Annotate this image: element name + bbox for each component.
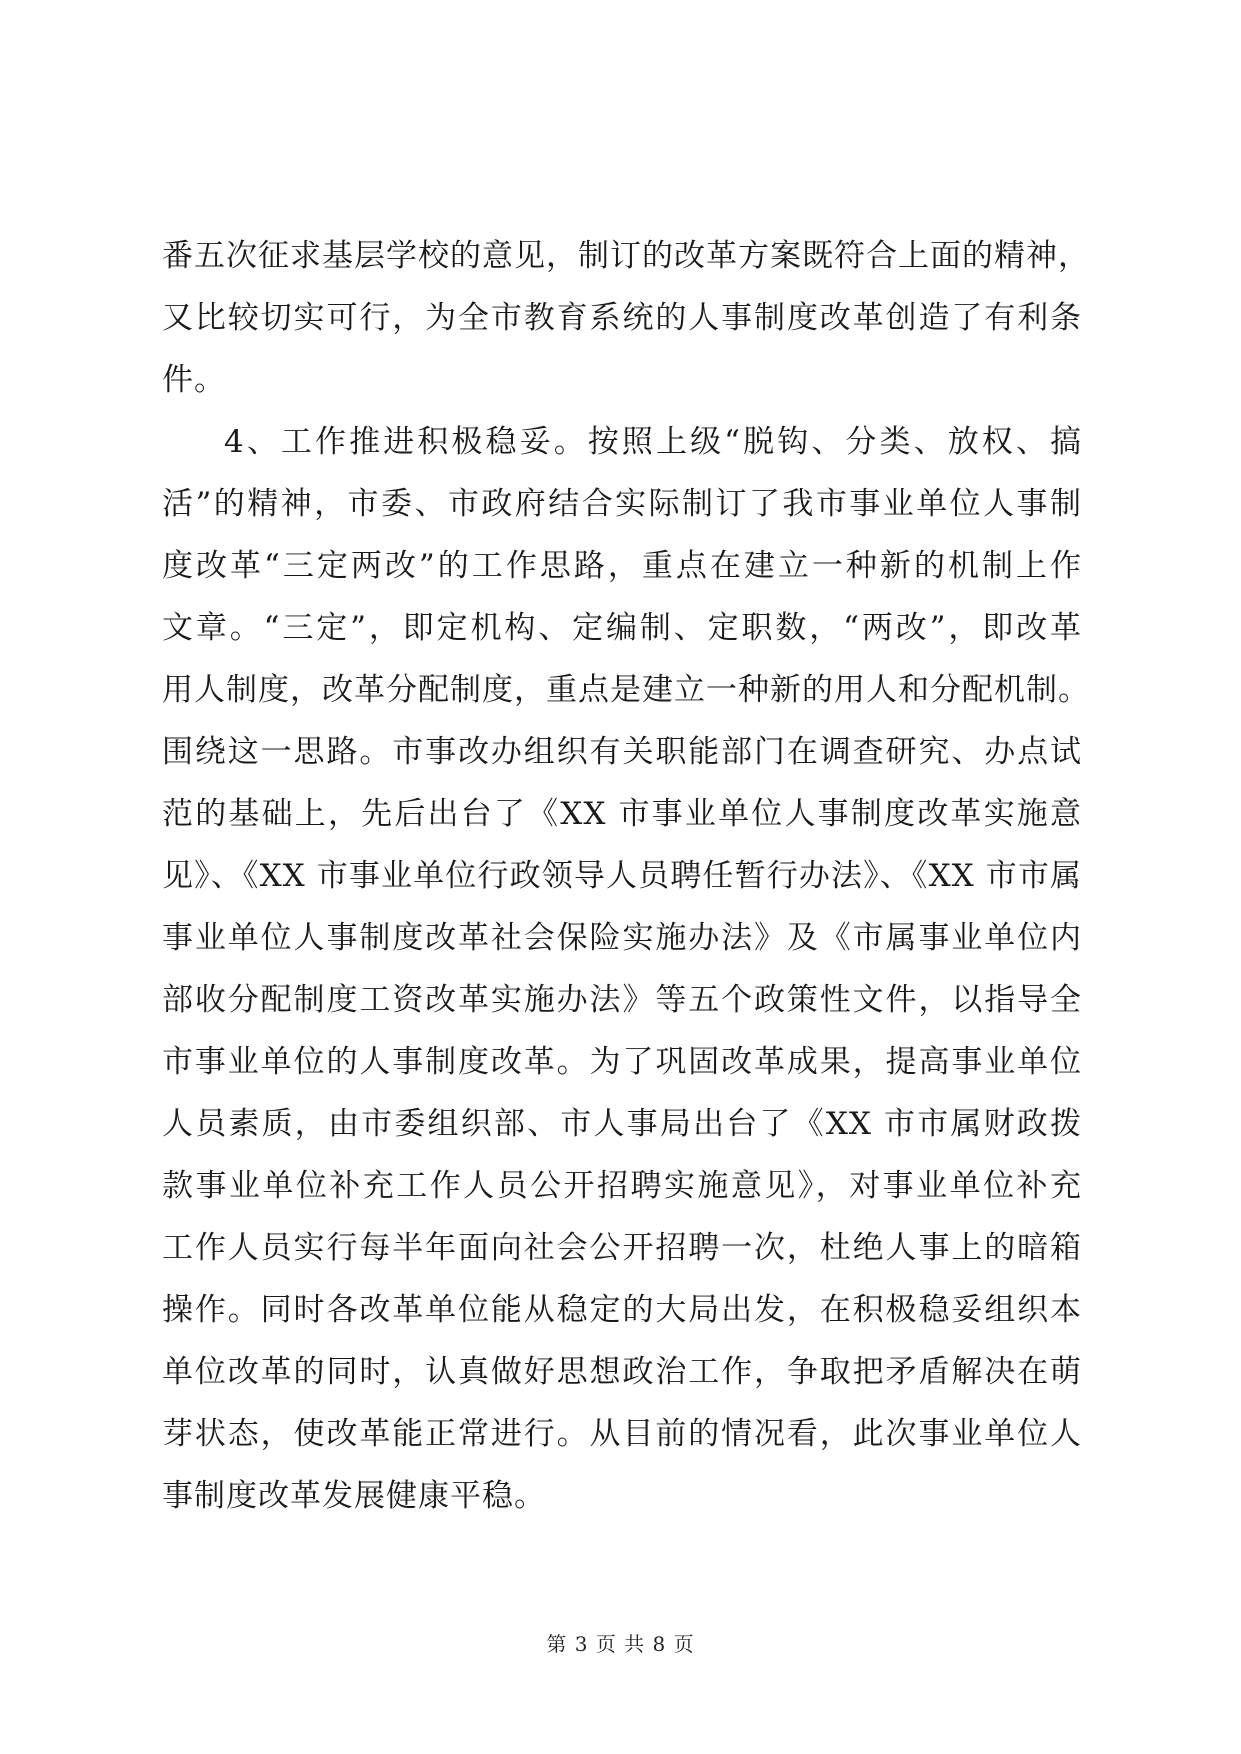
text-line: 人员素质，由市委组织部、市人事局出台了《XX 市市属财政拨 (162, 1106, 1082, 1142)
text-line: 围绕这一思路。市事改办组织有关职能部门在调查研究、办点试 (162, 734, 1082, 770)
text-line: 款事业单位补充工作人员公开招聘实施意见》，对事业单位补充 (162, 1168, 1082, 1204)
text-line: 番五次征求基层学校的意见，制订的改革方案既符合上面的精神， (162, 238, 1090, 274)
text-line: 操作。同时各改革单位能从稳定的大局出发，在积极稳妥组织本 (162, 1292, 1082, 1328)
text-line: 工作人员实行每半年面向社会公开招聘一次，杜绝人事上的暗箱 (162, 1230, 1082, 1266)
text-line: 用人制度，改革分配制度，重点是建立一种新的用人和分配机制。 (162, 672, 1090, 708)
text-line: 事业单位人事制度改革社会保险实施办法》及《市属事业单位内 (162, 920, 1082, 956)
page-footer (0, 1628, 1241, 1657)
body-text (162, 225, 1090, 1527)
text-line: 事制度改革发展健康平稳。 (162, 1478, 546, 1514)
text-line: 见》、《XX 市事业单位行政领导人员聘任暂行办法》、《XX 市市属 (162, 858, 1082, 894)
text-line: 范的基础上，先后出台了《XX 市事业单位人事制度改革实施意 (162, 796, 1082, 832)
text-line: 又比较切实可行，为全市教育系统的人事制度改革创造了有利条 (162, 300, 1082, 336)
text-line: 单位改革的同时，认真做好思想政治工作，争取把矛盾解决在萌 (162, 1354, 1082, 1390)
text-line: 市事业单位的人事制度改革。为了巩固改革成果，提高事业单位 (162, 1044, 1082, 1080)
page-indicator: 第 3 页 共 8 页 (546, 1632, 695, 1656)
text-line: 芽状态，使改革能正常进行。从目前的情况看，此次事业单位人 (162, 1416, 1082, 1452)
text-line: 活”的精神，市委、市政府结合实际制订了我市事业单位人事制 (162, 486, 1082, 522)
text-line: 文章。“三定”，即定机构、定编制、定职数，“两改”，即改革 (162, 610, 1082, 646)
text-line: 度改革“三定两改”的工作思路，重点在建立一种新的机制上作 (162, 548, 1082, 584)
text-line: 部收分配制度工资改革实施办法》等五个政策性文件，以指导全 (162, 982, 1082, 1018)
text-line: 件。 (162, 362, 226, 398)
paragraph-start-line: 4、工作推进积极稳妥。按照上级“脱钩、分类、放权、搞 (224, 424, 1082, 460)
